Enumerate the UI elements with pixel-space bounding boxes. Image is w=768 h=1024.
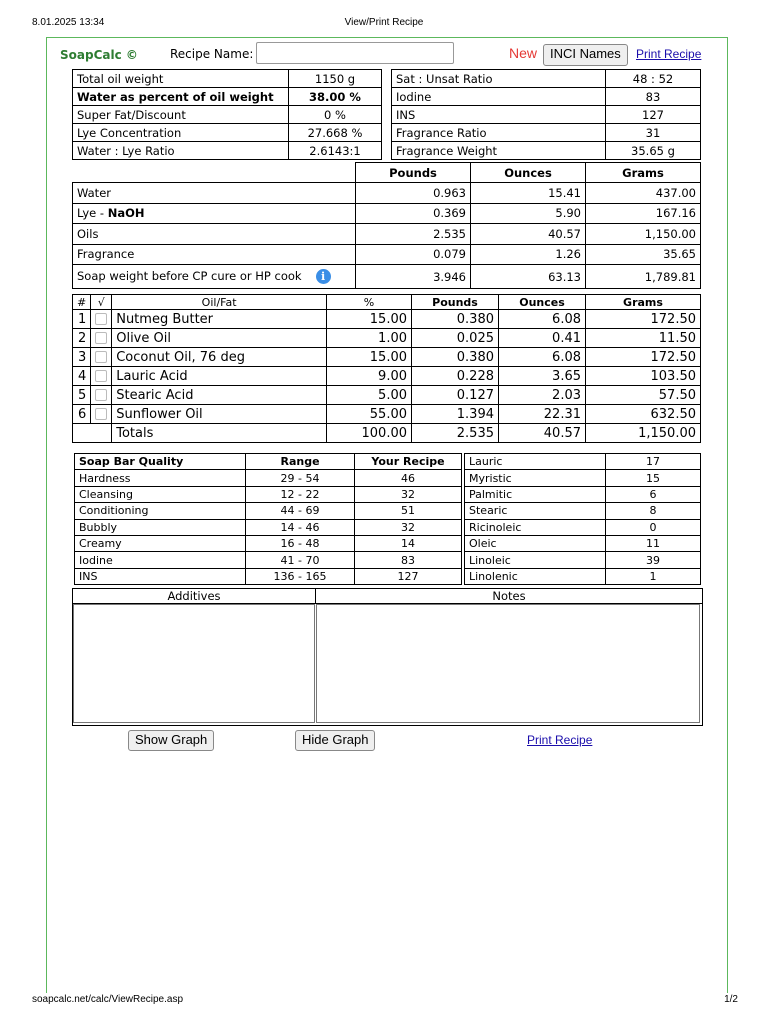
table-row bbox=[73, 203, 701, 224]
oil-name-header: Oil/Fat bbox=[112, 295, 327, 310]
table-row bbox=[73, 348, 701, 367]
quality-value: 127 bbox=[355, 568, 462, 584]
pounds-cell: 0.079 bbox=[356, 244, 471, 265]
oil-ounces: 6.08 bbox=[499, 348, 586, 367]
oil-pounds: 1.394 bbox=[412, 405, 499, 424]
print-header bbox=[0, 17, 768, 31]
oil-num: 1 bbox=[73, 310, 91, 329]
table-row bbox=[73, 142, 382, 160]
additives-notes-section bbox=[72, 588, 703, 726]
oil-checkbox-cell[interactable] bbox=[91, 367, 112, 386]
oil-name: Nutmeg Butter bbox=[112, 310, 327, 329]
oil-checkbox-cell[interactable] bbox=[91, 405, 112, 424]
oil-pct: 9.00 bbox=[327, 367, 412, 386]
weight-label bbox=[73, 265, 356, 289]
lye-type: NaOH bbox=[107, 206, 145, 221]
summary-value: 31 bbox=[606, 124, 701, 142]
table-row bbox=[465, 535, 701, 551]
quality-range: 136 - 165 bbox=[246, 568, 355, 584]
table-row bbox=[465, 552, 701, 568]
pounds-cell: 0.963 bbox=[356, 183, 471, 204]
oil-pct: 15.00 bbox=[327, 310, 412, 329]
ounces-cell: 63.13 bbox=[471, 265, 586, 289]
oil-name: Coconut Oil, 76 deg bbox=[112, 348, 327, 367]
fatty-acid-value: 0 bbox=[606, 519, 701, 535]
fatty-acid-value: 8 bbox=[606, 503, 701, 519]
lye-label: Lye - bbox=[77, 206, 108, 221]
oil-pct: 15.00 bbox=[327, 348, 412, 367]
print-url: soapcalc.net/calc/ViewRecipe.asp bbox=[32, 994, 184, 1005]
summary-value: 2.6143:1 bbox=[289, 142, 382, 160]
ounces-cell: 1.26 bbox=[471, 244, 586, 265]
pct-header: % bbox=[327, 295, 412, 310]
quality-name: Creamy bbox=[75, 535, 246, 551]
pounds-header: Pounds bbox=[412, 295, 499, 310]
table-row bbox=[73, 244, 701, 265]
totals-pct: 100.00 bbox=[327, 424, 412, 443]
oil-ounces: 2.03 bbox=[499, 386, 586, 405]
pounds-cell: 3.946 bbox=[356, 265, 471, 289]
oil-pounds: 0.127 bbox=[412, 386, 499, 405]
print-title: View/Print Recipe bbox=[344, 17, 424, 28]
quality-range: 16 - 48 bbox=[246, 535, 355, 551]
table-row bbox=[73, 329, 701, 348]
oil-name: Olive Oil bbox=[112, 329, 327, 348]
table-row bbox=[73, 405, 701, 424]
oil-num: 6 bbox=[73, 405, 91, 424]
additives-label: Additives bbox=[73, 589, 316, 604]
summary-label: Fragrance Weight bbox=[392, 142, 606, 160]
oil-grams: 103.50 bbox=[586, 367, 701, 386]
oil-pounds: 0.380 bbox=[412, 348, 499, 367]
print-recipe-link-bottom[interactable]: Print Recipe bbox=[527, 733, 593, 747]
grams-cell: 437.00 bbox=[586, 183, 701, 204]
oils-table bbox=[72, 294, 701, 443]
table-row bbox=[392, 142, 701, 160]
summary-value: 1150 g bbox=[289, 70, 382, 88]
summary-value: 35.65 g bbox=[606, 142, 701, 160]
info-icon[interactable]: i bbox=[316, 269, 331, 284]
table-row bbox=[73, 124, 382, 142]
quality-name: Iodine bbox=[75, 552, 246, 568]
fatty-acid-value: 17 bbox=[606, 454, 701, 470]
table-row bbox=[75, 568, 462, 584]
pounds-cell: 2.535 bbox=[356, 224, 471, 245]
print-datetime: 8.01.2025 13:34 bbox=[32, 17, 105, 28]
empty-header-cell bbox=[73, 163, 356, 183]
oil-name: Lauric Acid bbox=[112, 367, 327, 386]
ounces-header: Ounces bbox=[471, 163, 586, 183]
summary-value: 48 : 52 bbox=[606, 70, 701, 88]
oil-checkbox[interactable] bbox=[95, 332, 107, 344]
table-row bbox=[392, 88, 701, 106]
print-recipe-link-top[interactable]: Print Recipe bbox=[636, 47, 702, 61]
oil-checkbox[interactable] bbox=[95, 408, 107, 420]
quality-name: Bubbly bbox=[75, 519, 246, 535]
table-row bbox=[75, 503, 462, 519]
totals-grams: 1,150.00 bbox=[586, 424, 701, 443]
grams-header: Grams bbox=[586, 295, 701, 310]
recipe-header: Your Recipe bbox=[355, 454, 462, 470]
quality-range: 29 - 54 bbox=[246, 470, 355, 486]
totals-ounces: 40.57 bbox=[499, 424, 586, 443]
table-row bbox=[465, 503, 701, 519]
oil-num: 5 bbox=[73, 386, 91, 405]
oil-grams: 632.50 bbox=[586, 405, 701, 424]
table-row bbox=[73, 386, 701, 405]
table-row bbox=[392, 106, 701, 124]
weights-table bbox=[72, 162, 701, 289]
oil-pct: 5.00 bbox=[327, 386, 412, 405]
oil-pct: 1.00 bbox=[327, 329, 412, 348]
oil-pounds: 0.380 bbox=[412, 310, 499, 329]
fatty-acid-name: Oleic bbox=[465, 535, 606, 551]
quality-value: 32 bbox=[355, 519, 462, 535]
recipe-name-input[interactable] bbox=[256, 42, 454, 64]
weight-label: Fragrance bbox=[73, 244, 356, 265]
table-row bbox=[73, 106, 382, 124]
table-row bbox=[73, 367, 701, 386]
table-row bbox=[392, 70, 701, 88]
totals-label: Totals bbox=[112, 424, 327, 443]
print-footer bbox=[0, 994, 768, 1008]
table-row bbox=[465, 519, 701, 535]
check-header: √ bbox=[91, 295, 112, 310]
new-badge: New bbox=[509, 45, 538, 61]
quality-name: Cleansing bbox=[75, 486, 246, 502]
oil-ounces: 0.41 bbox=[499, 329, 586, 348]
summary-value: 0 % bbox=[289, 106, 382, 124]
quality-range: 44 - 69 bbox=[246, 503, 355, 519]
brand-logo[interactable]: SoapCalc © bbox=[60, 48, 138, 62]
table-row bbox=[75, 486, 462, 502]
oil-pct: 55.00 bbox=[327, 405, 412, 424]
oil-pounds: 0.228 bbox=[412, 367, 499, 386]
table-row bbox=[465, 568, 701, 584]
quality-name: Conditioning bbox=[75, 503, 246, 519]
table-row bbox=[75, 519, 462, 535]
oil-grams: 57.50 bbox=[586, 386, 701, 405]
weight-label bbox=[73, 203, 356, 224]
table-row bbox=[465, 454, 701, 470]
quality-header: Soap Bar Quality bbox=[75, 454, 246, 470]
quality-range: 41 - 70 bbox=[246, 552, 355, 568]
grams-cell: 1,150.00 bbox=[586, 224, 701, 245]
table-row bbox=[73, 310, 701, 329]
fatty-acid-value: 1 bbox=[606, 568, 701, 584]
top-bar bbox=[60, 41, 710, 67]
pounds-header: Pounds bbox=[356, 163, 471, 183]
oil-grams: 11.50 bbox=[586, 329, 701, 348]
summary-right-table bbox=[391, 69, 701, 160]
quality-value: 83 bbox=[355, 552, 462, 568]
summary-label: Lye Concentration bbox=[73, 124, 289, 142]
oil-name: Sunflower Oil bbox=[112, 405, 327, 424]
oil-checkbox[interactable] bbox=[95, 389, 107, 401]
oil-name: Stearic Acid bbox=[112, 386, 327, 405]
grams-cell: 35.65 bbox=[586, 244, 701, 265]
ounces-cell: 40.57 bbox=[471, 224, 586, 245]
oil-num: 3 bbox=[73, 348, 91, 367]
show-graph-button[interactable]: Show Graph bbox=[128, 730, 214, 751]
summary-label: Water as percent of oil weight bbox=[73, 88, 289, 106]
quality-value: 14 bbox=[355, 535, 462, 551]
print-page-number: 1/2 bbox=[724, 994, 738, 1005]
table-row bbox=[75, 470, 462, 486]
summary-label: Iodine bbox=[392, 88, 606, 106]
oil-checkbox-cell[interactable] bbox=[91, 386, 112, 405]
empty-cell bbox=[73, 424, 91, 443]
oil-checkbox[interactable] bbox=[95, 351, 107, 363]
table-header-row bbox=[75, 454, 462, 470]
summary-label: Water : Lye Ratio bbox=[73, 142, 289, 160]
table-row bbox=[73, 265, 701, 289]
fatty-acid-name: Lauric bbox=[465, 454, 606, 470]
table-row bbox=[73, 224, 701, 245]
hide-graph-button[interactable]: Hide Graph bbox=[295, 730, 375, 751]
oil-num: 2 bbox=[73, 329, 91, 348]
additives-textarea[interactable] bbox=[73, 604, 315, 723]
summary-value: 27.668 % bbox=[289, 124, 382, 142]
oil-checkbox[interactable] bbox=[95, 313, 107, 325]
quality-value: 32 bbox=[355, 486, 462, 502]
ounces-header: Ounces bbox=[499, 295, 586, 310]
table-row bbox=[73, 183, 701, 204]
totals-row bbox=[73, 424, 701, 443]
notes-label: Notes bbox=[316, 589, 702, 604]
num-header: # bbox=[73, 295, 91, 310]
ounces-cell: 15.41 bbox=[471, 183, 586, 204]
table-row bbox=[73, 88, 382, 106]
range-header: Range bbox=[246, 454, 355, 470]
soap-quality-table bbox=[74, 453, 462, 585]
oil-grams: 172.50 bbox=[586, 348, 701, 367]
weight-label: Oils bbox=[73, 224, 356, 245]
oil-ounces: 3.65 bbox=[499, 367, 586, 386]
fatty-acid-value: 6 bbox=[606, 486, 701, 502]
table-row bbox=[465, 486, 701, 502]
oil-pounds: 0.025 bbox=[412, 329, 499, 348]
quality-name: INS bbox=[75, 568, 246, 584]
summary-label: Sat : Unsat Ratio bbox=[392, 70, 606, 88]
summary-label: Super Fat/Discount bbox=[73, 106, 289, 124]
fatty-acid-name: Linolenic bbox=[465, 568, 606, 584]
oil-ounces: 22.31 bbox=[499, 405, 586, 424]
table-header-row bbox=[73, 163, 701, 183]
summary-label: Fragrance Ratio bbox=[392, 124, 606, 142]
summary-label: Total oil weight bbox=[73, 70, 289, 88]
oil-num: 4 bbox=[73, 367, 91, 386]
grams-cell: 167.16 bbox=[586, 203, 701, 224]
oil-checkbox-cell[interactable] bbox=[91, 348, 112, 367]
table-row bbox=[75, 552, 462, 568]
fatty-acid-name: Linoleic bbox=[465, 552, 606, 568]
oil-ounces: 6.08 bbox=[499, 310, 586, 329]
oil-grams: 172.50 bbox=[586, 310, 701, 329]
soap-weight-label: Soap weight before CP cure or HP cook bbox=[77, 269, 302, 283]
fatty-acid-name: Palmitic bbox=[465, 486, 606, 502]
quality-name: Hardness bbox=[75, 470, 246, 486]
table-row bbox=[392, 124, 701, 142]
fatty-acid-name: Myristic bbox=[465, 470, 606, 486]
oil-checkbox-cell[interactable] bbox=[91, 310, 112, 329]
weight-label: Water bbox=[73, 183, 356, 204]
quality-value: 51 bbox=[355, 503, 462, 519]
summary-value: 38.00 % bbox=[289, 88, 382, 106]
table-row bbox=[73, 70, 382, 88]
fatty-acid-value: 11 bbox=[606, 535, 701, 551]
notes-textarea[interactable] bbox=[316, 604, 700, 723]
fatty-acid-value: 39 bbox=[606, 552, 701, 568]
table-row bbox=[75, 535, 462, 551]
totals-pounds: 2.535 bbox=[412, 424, 499, 443]
table-row bbox=[465, 470, 701, 486]
summary-label: INS bbox=[392, 106, 606, 124]
summary-value: 83 bbox=[606, 88, 701, 106]
quality-range: 14 - 46 bbox=[246, 519, 355, 535]
oil-checkbox[interactable] bbox=[95, 370, 107, 382]
quality-value: 46 bbox=[355, 470, 462, 486]
inci-names-button[interactable]: INCI Names bbox=[543, 44, 628, 66]
fatty-acid-name: Stearic bbox=[465, 503, 606, 519]
quality-range: 12 - 22 bbox=[246, 486, 355, 502]
summary-value: 127 bbox=[606, 106, 701, 124]
recipe-name-label: Recipe Name: bbox=[170, 47, 254, 61]
pounds-cell: 0.369 bbox=[356, 203, 471, 224]
fatty-acid-value: 15 bbox=[606, 470, 701, 486]
table-header-row bbox=[73, 295, 701, 310]
grams-header: Grams bbox=[586, 163, 701, 183]
summary-left-table bbox=[72, 69, 382, 160]
empty-cell bbox=[91, 424, 112, 443]
fatty-acid-table bbox=[464, 453, 701, 585]
ounces-cell: 5.90 bbox=[471, 203, 586, 224]
fatty-acid-name: Ricinoleic bbox=[465, 519, 606, 535]
grams-cell: 1,789.81 bbox=[586, 265, 701, 289]
oil-checkbox-cell[interactable] bbox=[91, 329, 112, 348]
